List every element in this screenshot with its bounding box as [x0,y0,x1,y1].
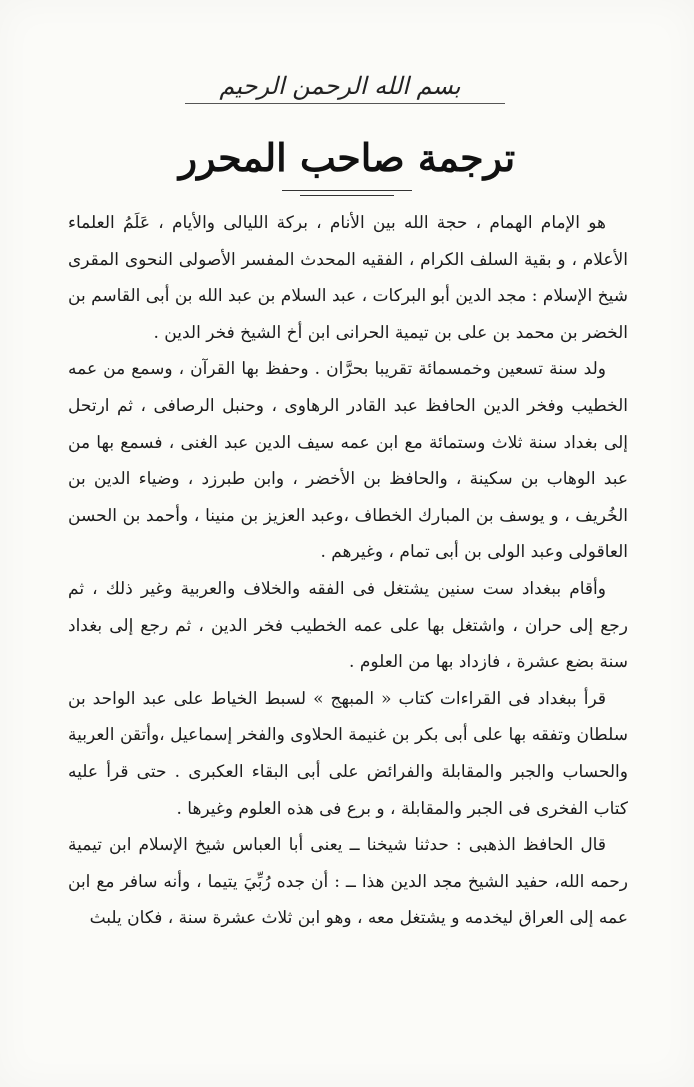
paragraph: قرأ ببغداد فى القراءات كتاب « المبهج » لسبط الخياط على عبد الواحد بن سلطان وتفقه بها على أبى بكر بن غنيمة الحلاوى والفخر إسماعيل ،وأتقن العربية والحساب والجبر والمقابلة والفرائض على أبى البقاء العكبرى . حتى قرأ عليه كتاب الفخرى فى الجبر والمقابلة ، و برع فى هذه العلوم وغيرها . [68,688,628,819]
basmala-underline [185,103,505,104]
page-title: ترجمة صاحب المحرر [178,135,516,180]
biography-text [68,205,628,937]
basmala-heading: بسم الله الرحمن الرحيم [219,72,461,100]
paragraph: هو الإمام الهمام ، حجة الله بين الأنام ، بركة الليالى والأيام ، عَلَمُ العلماء الأعلام ، و بقية السلف الكرام ، الفقيه المحدث المفسر الأصولى النحوى المقرى شيخ الإسلام : مجد الدين أبو البركات ، عبد السلام بن عبد الله بن أبى القاسم بن الخضر بن محمد بن على بن تيمية الحرانى ابن أخ الشيخ فخر الدين . [68,213,628,343]
title-rule [282,190,412,191]
paragraph: ولد سنة تسعين وخمسمائة تقريبا بحرَّان . وحفظ بها القرآن ، وسمع من عمه الخطيب وفخر الدين الحافظ عبد القادر الرهاوى ، وحنبل الرصافى ، ثم ارتحل إلى بغداد سنة ثلاث وستمائة مع ابن عمه سيف الدين عبد الغنى ، فسمع بها من عبد الوهاب بن سكينة ، والحافظ بن الأخضر ، وابن طبرزد ، وضياء الدين بن الخُريف ، و يوسف بن المبارك الخطاف ،وعبد العزيز بن منينا ، وأحمد بن الحسن العاقولى وعبد الولى بن أبى تمام ، وغيرهم . [68,359,628,563]
paragraph: قال الحافظ الذهبى : حدثنا شيخنا ــ يعنى أبا العباس شيخ الإسلام ابن تيمية رحمه الله، حفيد الشيخ مجد الدين هذا ــ : أن جده رُبِّيَ يتيما ، وأنه سافر مع ابن عمه إلى العراق ليخدمه و يشتغل معه ، وهو ابن ثلاث عشرة سنة ، فكان يلبث [68,835,628,929]
title-rule-short [300,195,394,196]
paragraph: وأقام ببغداد ست سنين يشتغل فى الفقه والخلاف والعربية وغير ذلك ، ثم رجع إلى حران ، واشتغل بها على عمه الخطيب فخر الدين ، ثم رجع إلى بغداد سنة بضع عشرة ، فازداد بها من العلوم . [68,578,628,673]
